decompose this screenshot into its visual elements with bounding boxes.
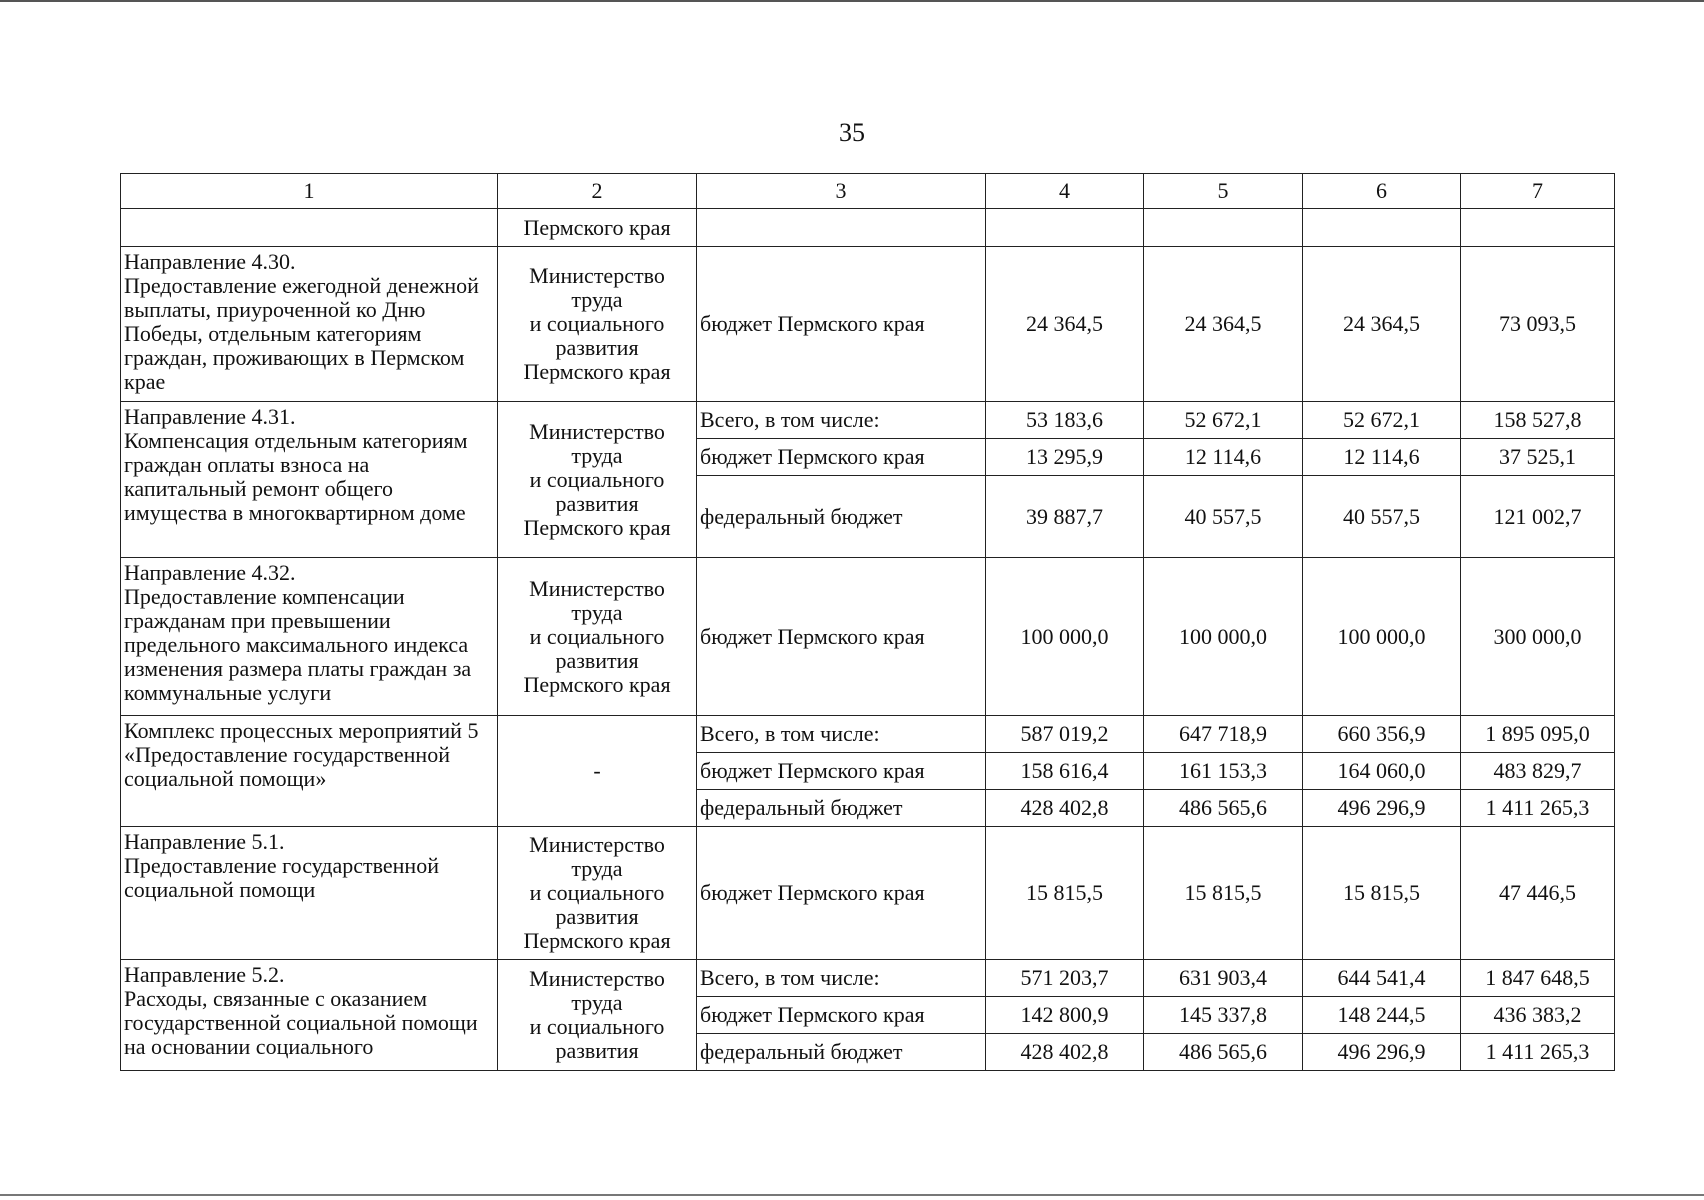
executor: Министерство труда и социального развития Пермского края bbox=[498, 827, 697, 960]
funding-source: бюджет Пермского края bbox=[697, 558, 986, 716]
block-direction-4-31 bbox=[121, 402, 1615, 558]
cell-empty bbox=[1144, 209, 1303, 247]
amount-v4: 15 815,5 bbox=[986, 827, 1144, 960]
executor: Министерство труда и социального развития Пермского края bbox=[498, 558, 697, 716]
amount-v7: 1 847 648,5 bbox=[1461, 960, 1615, 997]
amount-v4: 142 800,9 bbox=[986, 997, 1144, 1034]
amount-v5: 15 815,5 bbox=[1144, 827, 1303, 960]
amount-v5: 486 565,6 bbox=[1144, 790, 1303, 827]
continuation-row bbox=[121, 209, 1615, 247]
amount-v7: 1 895 095,0 bbox=[1461, 716, 1615, 753]
amount-v7: 483 829,7 bbox=[1461, 753, 1615, 790]
table-row bbox=[121, 247, 1615, 402]
scan-top-edge bbox=[0, 0, 1704, 2]
amount-v6: 644 541,4 bbox=[1303, 960, 1461, 997]
measure-name: Направление 4.32. Предоставление компенсации гражданам при превышении предельного максимального индекса изменения размера платы граждан за коммунальные услуги bbox=[121, 558, 498, 716]
measure-name: Направление 4.30. Предоставление ежегодной денежной выплаты, приуроченной ко Дню Победы, отдельным категориям граждан, проживающих в Пермском крае bbox=[121, 247, 498, 402]
amount-v6: 660 356,9 bbox=[1303, 716, 1461, 753]
table-row bbox=[121, 558, 1615, 716]
cell-empty bbox=[697, 209, 986, 247]
amount-v6: 52 672,1 bbox=[1303, 402, 1461, 439]
table-row bbox=[121, 716, 1615, 753]
amount-v7: 121 002,7 bbox=[1461, 476, 1615, 558]
amount-v4: 39 887,7 bbox=[986, 476, 1144, 558]
executor: Министерство труда и социального развития bbox=[498, 960, 697, 1071]
amount-v6: 40 557,5 bbox=[1303, 476, 1461, 558]
amount-v5: 631 903,4 bbox=[1144, 960, 1303, 997]
amount-v6: 148 244,5 bbox=[1303, 997, 1461, 1034]
amount-v4: 53 183,6 bbox=[986, 402, 1144, 439]
header-cell: 7 bbox=[1461, 174, 1615, 209]
executor-continuation: Пермского края bbox=[498, 209, 697, 247]
amount-v4: 24 364,5 bbox=[986, 247, 1144, 402]
amount-v6: 496 296,9 bbox=[1303, 790, 1461, 827]
measure-name: Направление 5.1. Предоставление государственной социальной помощи bbox=[121, 827, 498, 960]
table-row bbox=[121, 827, 1615, 960]
amount-v7: 47 446,5 bbox=[1461, 827, 1615, 960]
block-complex-5 bbox=[121, 716, 1615, 827]
funding-source: бюджет Пермского края bbox=[697, 247, 986, 402]
column-number-row bbox=[121, 174, 1615, 209]
amount-v6: 496 296,9 bbox=[1303, 1034, 1461, 1071]
amount-v7: 37 525,1 bbox=[1461, 439, 1615, 476]
block-direction-5-1 bbox=[121, 827, 1615, 960]
table-row bbox=[121, 960, 1615, 997]
funding-source: бюджет Пермского края bbox=[697, 439, 986, 476]
table-row bbox=[121, 402, 1615, 439]
amount-v5: 12 114,6 bbox=[1144, 439, 1303, 476]
amount-v4: 158 616,4 bbox=[986, 753, 1144, 790]
amount-v6: 15 815,5 bbox=[1303, 827, 1461, 960]
amount-v6: 164 060,0 bbox=[1303, 753, 1461, 790]
amount-v4: 428 402,8 bbox=[986, 790, 1144, 827]
amount-v5: 40 557,5 bbox=[1144, 476, 1303, 558]
scan-bottom-edge bbox=[0, 1194, 1704, 1196]
amount-v7: 300 000,0 bbox=[1461, 558, 1615, 716]
cell-empty bbox=[1303, 209, 1461, 247]
amount-v6: 100 000,0 bbox=[1303, 558, 1461, 716]
header-cell: 6 bbox=[1303, 174, 1461, 209]
block-direction-4-30 bbox=[121, 247, 1615, 402]
header-cell: 3 bbox=[697, 174, 986, 209]
amount-v5: 145 337,8 bbox=[1144, 997, 1303, 1034]
header-cell: 4 bbox=[986, 174, 1144, 209]
cell-empty bbox=[1461, 209, 1615, 247]
executor: Министерство труда и социального развития Пермского края bbox=[498, 402, 697, 558]
amount-v4: 13 295,9 bbox=[986, 439, 1144, 476]
funding-source: Всего, в том числе: bbox=[697, 402, 986, 439]
amount-v6: 24 364,5 bbox=[1303, 247, 1461, 402]
measure-name: Направление 4.31. Компенсация отдельным категориям граждан оплаты взноса на капитальный ремонт общего имущества в многоквартирном доме bbox=[121, 402, 498, 558]
amount-v4: 587 019,2 bbox=[986, 716, 1144, 753]
cell-empty bbox=[986, 209, 1144, 247]
cell-empty bbox=[121, 209, 498, 247]
amount-v5: 100 000,0 bbox=[1144, 558, 1303, 716]
amount-v4: 100 000,0 bbox=[986, 558, 1144, 716]
amount-v5: 486 565,6 bbox=[1144, 1034, 1303, 1071]
measure-name: Направление 5.2. Расходы, связанные с оказанием государственной социальной помощи на основании социального bbox=[121, 960, 498, 1071]
amount-v7: 73 093,5 bbox=[1461, 247, 1615, 402]
amount-v4: 571 203,7 bbox=[986, 960, 1144, 997]
funding-source: федеральный бюджет bbox=[697, 1034, 986, 1071]
amount-v5: 52 672,1 bbox=[1144, 402, 1303, 439]
funding-source: бюджет Пермского края bbox=[697, 753, 986, 790]
funding-source: бюджет Пермского края bbox=[697, 997, 986, 1034]
amount-v5: 647 718,9 bbox=[1144, 716, 1303, 753]
page-number: 35 bbox=[839, 118, 865, 147]
block-direction-4-32 bbox=[121, 558, 1615, 716]
budget-table bbox=[120, 173, 1615, 1071]
funding-source: Всего, в том числе: bbox=[697, 960, 986, 997]
header-cell: 5 bbox=[1144, 174, 1303, 209]
header-cell: 2 bbox=[498, 174, 697, 209]
block-direction-5-2 bbox=[121, 960, 1615, 1071]
amount-v7: 436 383,2 bbox=[1461, 997, 1615, 1034]
funding-source: Всего, в том числе: bbox=[697, 716, 986, 753]
funding-source: федеральный бюджет bbox=[697, 790, 986, 827]
funding-source: федеральный бюджет bbox=[697, 476, 986, 558]
amount-v4: 428 402,8 bbox=[986, 1034, 1144, 1071]
amount-v5: 24 364,5 bbox=[1144, 247, 1303, 402]
header-cell: 1 bbox=[121, 174, 498, 209]
amount-v7: 1 411 265,3 bbox=[1461, 790, 1615, 827]
funding-source: бюджет Пермского края bbox=[697, 827, 986, 960]
amount-v6: 12 114,6 bbox=[1303, 439, 1461, 476]
executor: - bbox=[498, 716, 697, 827]
amount-v5: 161 153,3 bbox=[1144, 753, 1303, 790]
amount-v7: 1 411 265,3 bbox=[1461, 1034, 1615, 1071]
executor: Министерство труда и социального развития Пермского края bbox=[498, 247, 697, 402]
amount-v7: 158 527,8 bbox=[1461, 402, 1615, 439]
measure-name: Комплекс процессных мероприятий 5 «Предоставление государственной социальной помощи» bbox=[121, 716, 498, 827]
